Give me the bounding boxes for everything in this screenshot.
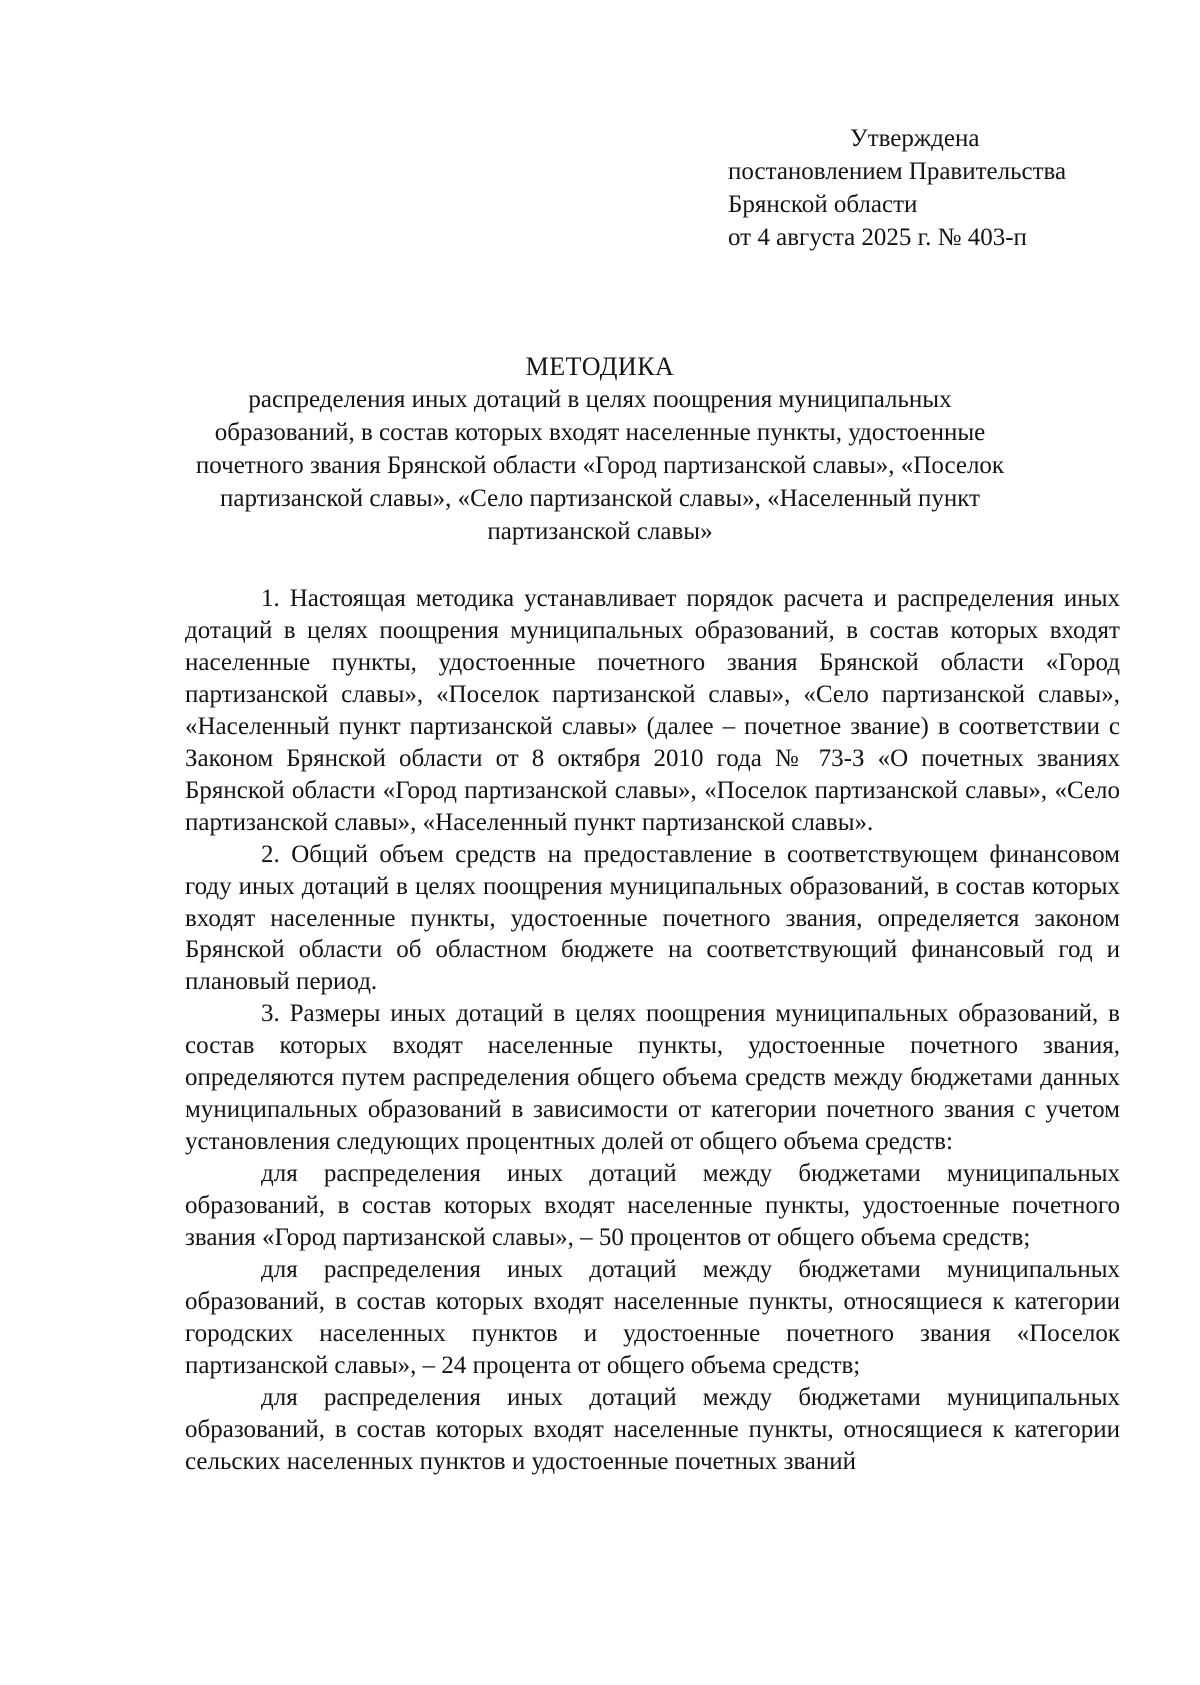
document-body (185, 583, 1120, 1478)
title-line: образований, в состав которых входят населенные пункты, удостоенные (214, 419, 986, 446)
approval-stamp (728, 122, 1168, 254)
paragraph-2: 2. Общий объем средств на предоставление в соответствующем финансовом году иных дотаций в целях поощрения муниципальных образований, в состав которых входят населенные пункты, удостоенные почетного звания, определяется законом Брянской области об областном бюджете на соответствующий финансовый год и плановый период. (185, 840, 1120, 996)
title-line: распределения иных дотаций в целях поощрения муниципальных (248, 386, 952, 413)
approval-line-resolution: постановлением Правительства (728, 158, 1067, 185)
approval-line-date-number: от 4 августа 2025 г. № 403-п (728, 224, 1027, 251)
title-line: партизанской славы» (487, 518, 713, 545)
paragraph-3-item-city: для распределения иных дотаций между бюджетами муниципальных образований, в состав которых входят населенные пункты, удостоенные почетного звания «Город партизанской славы», – 50 процентов от общего объема средств; (185, 1160, 1120, 1252)
approval-line-region: Брянской области (728, 191, 918, 218)
paragraph-1: 1. Настоящая методика устанавливает порядок расчета и распределения иных дотаций в целях поощрения муниципальных образований, в состав которых входят населенные пункты, удостоенные почетного звания Брянской области «Город партизанской славы», «Поселок партизанской славы», «Село партизанской славы», «Населенный пункт партизанской славы» (далее – почетное звание) в соответствии с Законом Брянской области от 8 октября 2010 года № 73-З «О почетных званиях Брянской области «Город партизанской славы», «Поселок партизанской славы», «Село партизанской славы», «Населенный пункт партизанской славы». (185, 585, 1120, 836)
document-title (150, 350, 1050, 548)
title-line: партизанской славы», «Село партизанской славы», «Населенный пункт (219, 485, 981, 512)
paragraph-3: 3. Размеры иных дотаций в целях поощрения муниципальных образований, в состав которых входят населенные пункты, удостоенные почетного звания, определяются путем распределения общего объема средств между бюджетами данных муниципальных образований в зависимости от категории почетного звания с учетом установления следующих процентных долей от общего объема средств: (185, 1000, 1120, 1156)
title-line: почетного звания Брянской области «Город партизанской славы», «Поселок (195, 452, 1005, 479)
title-heading: МЕТОДИКА (525, 352, 675, 381)
paragraph-3-item-settlement: для распределения иных дотаций между бюджетами муниципальных образований, в состав которых входят населенные пункты, относящиеся к категории городских населенных пунктов и удостоенные почетного звания «Поселок партизанской славы», – 24 процента от общего объема средств; (185, 1256, 1120, 1379)
paragraph-3-item-village: для распределения иных дотаций между бюджетами муниципальных образований, в состав которых входят населенные пункты, относящиеся к категории сельских населенных пунктов и удостоенные почетных званий (185, 1383, 1120, 1475)
approval-line-approved: Утверждена (850, 125, 980, 152)
